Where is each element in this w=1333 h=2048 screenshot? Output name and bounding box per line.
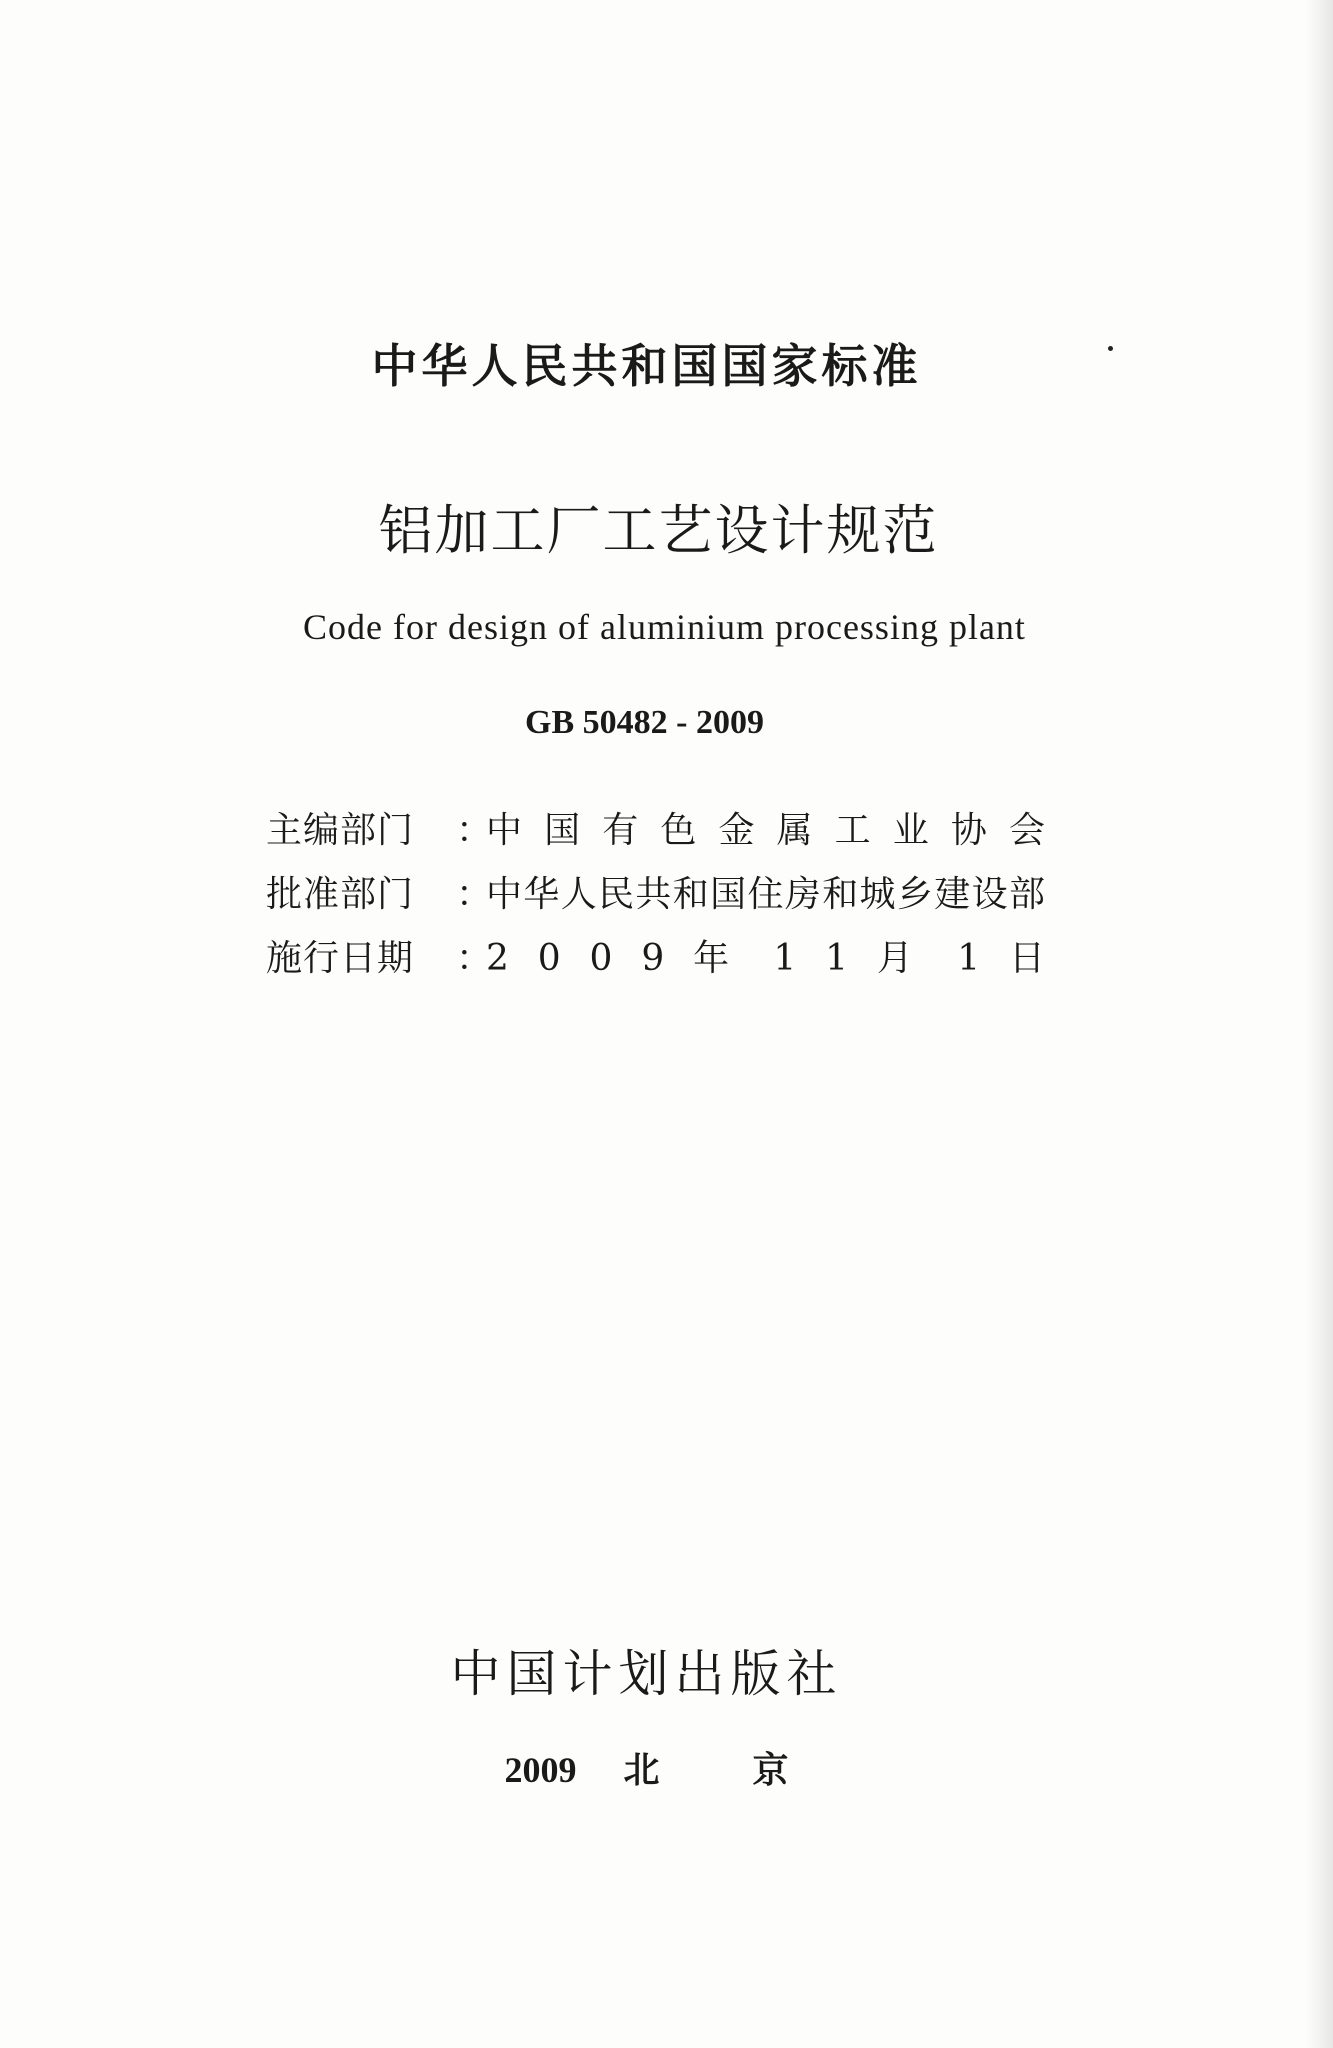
publication-city-part1: 北 bbox=[623, 1750, 660, 1790]
standard-code: GB 50482 - 2009 bbox=[525, 704, 764, 741]
scan-edge-shadow bbox=[1305, 0, 1333, 2048]
info-label: 施行日期 bbox=[266, 938, 415, 979]
standard-heading: 中华人民共和国国家标准 bbox=[371, 339, 922, 393]
publication-info-block bbox=[266, 802, 1046, 994]
info-row-effective-date bbox=[266, 930, 1046, 994]
publication-city-part2: 京 bbox=[752, 1750, 789, 1790]
document-title-english: Code for design of aluminium processing plant bbox=[303, 607, 1026, 647]
info-label: 主编部门 bbox=[266, 810, 415, 851]
publisher-name: 中国计划出版社 bbox=[450, 1645, 843, 1703]
info-label: 批准部门 bbox=[266, 874, 415, 915]
publication-year: 2009 bbox=[504, 1750, 577, 1790]
info-value-effective-date: 2 0 0 9 年 1 1 月 1 日 bbox=[486, 938, 1046, 979]
info-separator: ： bbox=[456, 874, 493, 915]
info-row-chief-department bbox=[266, 802, 1046, 866]
info-value-approval-department: 中华人民共和国住房和城乡建设部 bbox=[486, 874, 1046, 915]
info-separator: ： bbox=[456, 938, 493, 979]
info-separator: ： bbox=[456, 810, 493, 851]
document-title: 铝加工厂工艺设计规范 bbox=[378, 499, 939, 562]
publication-year-city bbox=[0, 1742, 1313, 1793]
info-value-chief-department: 中 国 有 色 金 属 工 业 协 会 bbox=[486, 810, 1046, 851]
info-row-approval-department bbox=[266, 866, 1046, 930]
